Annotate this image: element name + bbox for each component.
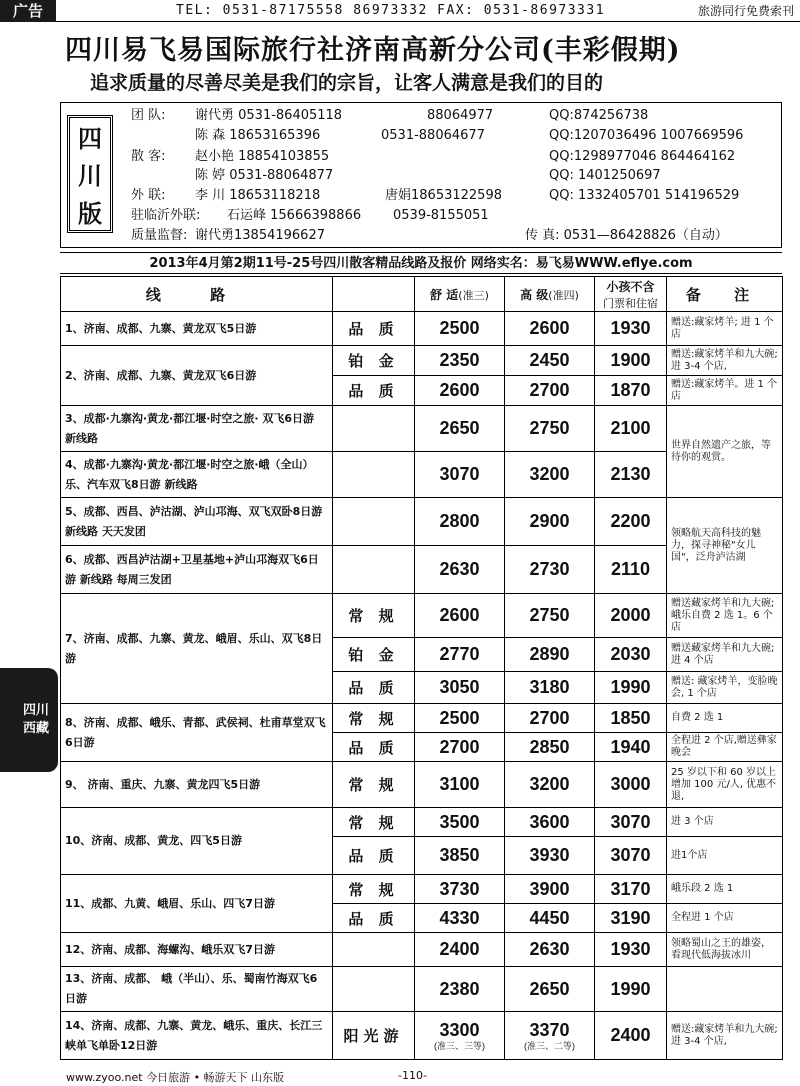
side-tab-sichuan-tibet xyxy=(0,668,58,772)
table-row xyxy=(61,704,783,733)
route-grade xyxy=(333,967,415,1012)
side-tab-label: 四川西藏 xyxy=(22,703,49,736)
route-note: 峨乐段 2 选 1 xyxy=(667,875,783,904)
route-name: 10、济南、成都、黄龙、四飞5日游 xyxy=(61,808,333,875)
footer-site: www.zyoo.net 今日旅游 • 畅游天下 山东版 xyxy=(66,1071,285,1084)
header-grade xyxy=(333,277,415,312)
ad-badge: 广告 xyxy=(0,0,56,22)
price-comfort: 3050 xyxy=(415,672,505,704)
contact-qq: QQ: 1332405701 514196529 xyxy=(549,188,740,203)
route-grade: 常 规 xyxy=(333,594,415,638)
route-note: 赠送藏家烤羊和九大碗; 峨乐自费 2 选 1。6 个店 xyxy=(667,594,783,638)
price-premium: 3200 xyxy=(505,762,595,808)
company-title: 四川易飞易国际旅行社济南高新分公司(丰彩假期) xyxy=(65,35,681,66)
price-premium: 3200 xyxy=(505,452,595,498)
route-name: 3、成都·九寨沟·黄龙·都江堰·时空之旅· 双飞6日游 新线路 xyxy=(61,406,333,452)
price-premium: 2750 xyxy=(505,594,595,638)
contact-primary: 谢代勇 0531-86405118 xyxy=(195,108,343,123)
price-child: 2000 xyxy=(595,594,667,638)
route-note: 进 3 个店 xyxy=(667,808,783,837)
table-row xyxy=(61,808,783,837)
header-comfort-sub: (准三) xyxy=(458,288,489,302)
price-comfort: 2350 xyxy=(415,346,505,376)
price-premium: 2890 xyxy=(505,638,595,672)
contact-primary: 陈 森 18653165396 xyxy=(195,128,321,143)
price-premium: 2450 xyxy=(505,346,595,376)
route-grade xyxy=(333,933,415,967)
table-row xyxy=(61,1012,783,1060)
contact-secondary: 0539-8155051 xyxy=(393,208,489,223)
contact-primary: 谢代勇13854196627 xyxy=(195,228,325,243)
contact-qq: QQ:1298977046 864464162 xyxy=(549,149,736,164)
price-premium: 2730 xyxy=(505,546,595,594)
price-comfort-sub: (准三、三等) xyxy=(434,1040,485,1051)
price-comfort: 3730 xyxy=(415,875,505,904)
table-row xyxy=(61,933,783,967)
price-comfort: 2400 xyxy=(415,933,505,967)
route-name: 8、济南、成都、峨乐、青都、武侯祠、杜甫草堂双飞6日游 xyxy=(61,704,333,762)
route-grade xyxy=(333,546,415,594)
price-premium: 4450 xyxy=(505,904,595,933)
route-note: 自费 2 选 1 xyxy=(667,704,783,733)
price-premium: 3900 xyxy=(505,875,595,904)
price-child: 2130 xyxy=(595,452,667,498)
route-grade: 常 规 xyxy=(333,808,415,837)
table-header-row xyxy=(61,277,783,312)
table-row xyxy=(61,406,783,452)
header-note: 备 注 xyxy=(667,277,783,312)
price-comfort: 2630 xyxy=(415,546,505,594)
price-premium: 2630 xyxy=(505,933,595,967)
contact-secondary: 0531-88064677 xyxy=(381,128,485,143)
price-child: 3070 xyxy=(595,837,667,875)
price-comfort: 3850 xyxy=(415,837,505,875)
price-premium: 2600 xyxy=(505,312,595,346)
route-note: 赠送:藏家烤羊和九大碗;进 3-4 个店, xyxy=(667,1012,783,1060)
contact-label: 团 队: xyxy=(131,108,166,123)
price-child: 1900 xyxy=(595,346,667,376)
route-note: 进1个店 xyxy=(667,837,783,875)
header-comfort xyxy=(415,277,505,312)
route-note: 25 岁以下和 60 岁以上增加 100 元/人, 优惠不退, xyxy=(667,762,783,808)
page-number: -110- xyxy=(398,1069,427,1082)
price-child: 3190 xyxy=(595,904,667,933)
route-grade: 品 质 xyxy=(333,672,415,704)
table-row xyxy=(61,594,783,638)
price-comfort: 2700 xyxy=(415,733,505,762)
route-note: 赠送:藏家烤羊; 进 1 个店 xyxy=(667,312,783,346)
header-premium xyxy=(505,277,595,312)
table-row xyxy=(61,312,783,346)
price-comfort: 2600 xyxy=(415,594,505,638)
price-comfort: 2500 xyxy=(415,704,505,733)
price-premium-value: 3370 xyxy=(529,1019,570,1040)
route-note xyxy=(667,967,783,1012)
price-premium xyxy=(505,1012,595,1060)
route-name: 13、济南、成都、 峨（半山）、乐、蜀南竹海双飞6日游 xyxy=(61,967,333,1012)
price-comfort xyxy=(415,1012,505,1060)
route-note: 赠送: 藏家烤羊，变脸晚会, 1 个店 xyxy=(667,672,783,704)
topbar-free-catalog: 旅游同行免费索刊 xyxy=(697,4,794,18)
route-grade: 品 质 xyxy=(333,733,415,762)
company-slogan: 追求质量的尽善尽美是我们的宗旨，让客人满意是我们的目的 xyxy=(90,72,604,94)
sichuan-edition-stamp xyxy=(67,115,113,233)
table-row xyxy=(61,762,783,808)
route-grade: 铂 金 xyxy=(333,346,415,376)
price-child: 2400 xyxy=(595,1012,667,1060)
price-child: 1850 xyxy=(595,704,667,733)
price-child: 3170 xyxy=(595,875,667,904)
price-premium: 3600 xyxy=(505,808,595,837)
price-comfort: 4330 xyxy=(415,904,505,933)
topbar-contact: TEL: 0531-87175558 86973332 FAX: 0531-86973331 xyxy=(176,3,606,18)
route-name: 4、成都·九寨沟·黄龙·都江堰·时空之旅·峨（全山）乐、汽车双飞8日游 新线路 xyxy=(61,452,333,498)
route-note: 领略航天高科技的魅力，探寻神秘"女儿国"，泛舟泸沽湖 xyxy=(667,498,783,594)
price-comfort: 3500 xyxy=(415,808,505,837)
price-comfort: 2800 xyxy=(415,498,505,546)
stamp-char: 四 xyxy=(78,124,102,154)
footer xyxy=(0,1066,800,1086)
price-premium: 2700 xyxy=(505,704,595,733)
price-premium: 2900 xyxy=(505,498,595,546)
table-row xyxy=(61,967,783,1012)
price-comfort: 2600 xyxy=(415,376,505,406)
route-grade: 阳光游 xyxy=(333,1012,415,1060)
route-note: 领略蜀山之王的雄姿，看现代低海拔冰川 xyxy=(667,933,783,967)
price-child: 1990 xyxy=(595,967,667,1012)
header-child-sub: 门票和住宿 xyxy=(603,296,658,310)
route-name: 7、济南、成都、九寨、黄龙、峨眉、乐山、双飞8日游 xyxy=(61,594,333,704)
route-grade: 品 质 xyxy=(333,376,415,406)
contact-qq: QQ:874256738 xyxy=(549,108,649,123)
price-comfort: 2650 xyxy=(415,406,505,452)
route-name: 14、济南、成都、九寨、黄龙、峨乐、重庆、长江三峡单飞单卧12日游 xyxy=(61,1012,333,1060)
route-name: 12、济南、成都、海螺沟、峨乐双飞7日游 xyxy=(61,933,333,967)
route-note: 全程进 2 个店,赠送彝家晚会 xyxy=(667,733,783,762)
contact-box xyxy=(60,102,782,248)
price-premium: 2750 xyxy=(505,406,595,452)
route-grade xyxy=(333,498,415,546)
contact-label: 驻临沂外联: xyxy=(131,208,201,223)
price-child: 3070 xyxy=(595,808,667,837)
contact-label: 散 客: xyxy=(131,149,166,164)
price-comfort: 2770 xyxy=(415,638,505,672)
contact-qq: QQ: 1401250697 xyxy=(549,168,661,183)
price-child: 1930 xyxy=(595,312,667,346)
contact-secondary: 唐娟18653122598 xyxy=(385,188,502,203)
route-note: 世界自然遗产之旅，等待你的观赏。 xyxy=(667,406,783,498)
route-grade: 常 规 xyxy=(333,875,415,904)
header-comfort-label: 舒 适 xyxy=(430,287,459,302)
price-child: 1990 xyxy=(595,672,667,704)
header-route: 线 路 xyxy=(61,277,333,312)
table-row xyxy=(61,875,783,904)
route-grade: 常 规 xyxy=(333,762,415,808)
contact-label: 质量监督: xyxy=(131,228,188,243)
route-note: 全程进 1 个店 xyxy=(667,904,783,933)
header-premium-label: 高 级 xyxy=(520,287,549,302)
price-premium-sub: (准三、二等) xyxy=(524,1040,575,1051)
route-note: 赠送:藏家烤羊。进 1 个店 xyxy=(667,376,783,406)
contact-secondary: 88064977 xyxy=(427,108,494,123)
price-child: 2030 xyxy=(595,638,667,672)
route-name: 5、成都、西昌、泸沽湖、泸山邛海、双飞双卧8日游 新线路 天天发团 xyxy=(61,498,333,546)
route-grade: 品 质 xyxy=(333,904,415,933)
price-child: 2100 xyxy=(595,406,667,452)
price-table xyxy=(60,276,783,1060)
price-premium: 2650 xyxy=(505,967,595,1012)
route-note: 赠送藏家烤羊和九大碗; 进 4 个店 xyxy=(667,638,783,672)
price-child: 1940 xyxy=(595,733,667,762)
table-row xyxy=(61,346,783,376)
price-child: 2110 xyxy=(595,546,667,594)
price-premium: 2850 xyxy=(505,733,595,762)
price-premium: 2700 xyxy=(505,376,595,406)
top-bar xyxy=(0,0,800,22)
table-row xyxy=(61,498,783,546)
contact-primary: 石运峰 15666398866 xyxy=(227,208,362,223)
header-child-label: 小孩不含 xyxy=(606,279,655,294)
route-grade xyxy=(333,452,415,498)
price-comfort: 2380 xyxy=(415,967,505,1012)
stamp-char: 版 xyxy=(78,198,102,228)
price-child: 2200 xyxy=(595,498,667,546)
price-premium: 3180 xyxy=(505,672,595,704)
route-name: 1、济南、成都、九寨、黄龙双飞5日游 xyxy=(61,312,333,346)
contact-fax: 传 真: 0531—86428826（自动） xyxy=(525,228,728,243)
contact-primary: 李 川 18653118218 xyxy=(195,188,321,203)
contact-label: 外 联: xyxy=(131,188,166,203)
route-grade: 品 质 xyxy=(333,312,415,346)
route-grade: 品 质 xyxy=(333,837,415,875)
route-grade xyxy=(333,406,415,452)
route-grade: 铂 金 xyxy=(333,638,415,672)
route-name: 6、成都、西昌泸沽湖+卫星基地+泸山邛海双飞6日游 新线路 每周三发团 xyxy=(61,546,333,594)
price-premium: 3930 xyxy=(505,837,595,875)
route-grade: 常 规 xyxy=(333,704,415,733)
contact-qq: QQ:1207036496 1007669596 xyxy=(549,128,744,143)
route-list-title: 2013年4月第2期11号-25号四川散客精品线路及报价 网络实名：易飞易WWW.eflye.com xyxy=(60,252,782,274)
header-premium-sub: (准四) xyxy=(548,288,579,302)
price-comfort: 3100 xyxy=(415,762,505,808)
stamp-char: 川 xyxy=(78,161,102,191)
price-comfort-value: 3300 xyxy=(439,1019,480,1040)
contact-primary: 陈 婷 0531-88064877 xyxy=(195,168,334,183)
price-comfort: 2500 xyxy=(415,312,505,346)
price-child: 3000 xyxy=(595,762,667,808)
price-child: 1930 xyxy=(595,933,667,967)
route-name: 9、 济南、重庆、九寨、黄龙四飞5日游 xyxy=(61,762,333,808)
route-name: 11、成都、九黄、峨眉、乐山、四飞7日游 xyxy=(61,875,333,933)
header-child xyxy=(595,277,667,312)
route-name: 2、济南、成都、九寨、黄龙双飞6日游 xyxy=(61,346,333,406)
price-child: 1870 xyxy=(595,376,667,406)
contact-primary: 赵小艳 18854103855 xyxy=(195,149,330,164)
price-comfort: 3070 xyxy=(415,452,505,498)
route-note: 赠送:藏家烤羊和九大碗;进 3-4 个店, xyxy=(667,346,783,376)
